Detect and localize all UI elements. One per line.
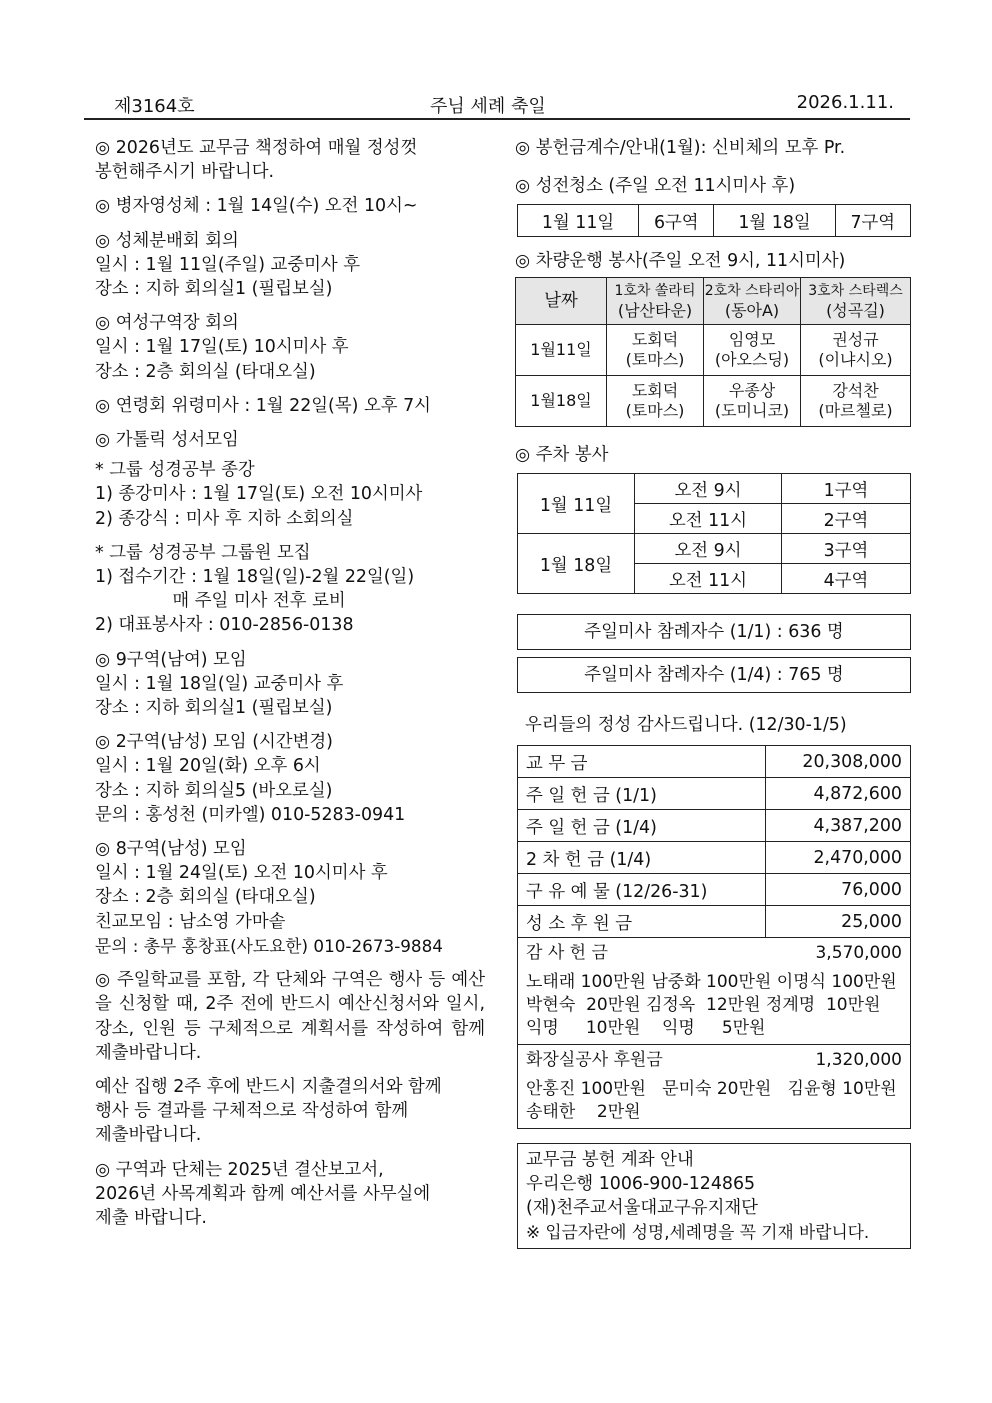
column-header: 2호차 스타리아 (동아A) xyxy=(704,278,801,325)
issue-number: 제3164호 xyxy=(114,96,195,117)
offering-amount: 20,308,000 xyxy=(765,746,910,778)
offering-label: 화장실공사 후원금 xyxy=(526,1050,663,1070)
offering-label: 성 소 후 원 금 xyxy=(518,906,766,938)
table-header-row xyxy=(516,278,911,325)
donor-line: 노태래 100만원 남중화 100만원 이명식 100만원 xyxy=(526,972,897,992)
offerings-title: 우리들의 정성 감사드립니다. (12/30-1/5) xyxy=(525,715,847,735)
schedule-column xyxy=(515,136,911,1249)
offering-label: 주 일 헌 금 (1/4) xyxy=(518,810,766,842)
bulletin-header xyxy=(84,88,910,120)
table-cell: 우종상 (도미니코) xyxy=(704,376,801,427)
notice-block: ◎ 구역과 단체는 2025년 결산보고서, 2026년 사목계획과 함께 예산서를 사무실에 제출 바랍니다. xyxy=(95,1159,431,1228)
table-cell: 도회덕 (토마스) xyxy=(607,376,704,427)
notice-block: ◎ 8구역(남성) 모임 일시 : 1월 24일(토) 오전 10시미사 후 장소 : 2층 회의실 (타대오실) 친교모임 : 남소영 가마솥 문의 : 총무 홍창표(사도요한) 010-2673-9884 xyxy=(95,839,443,956)
table-row xyxy=(518,474,911,504)
attendance-box: 주일미사 참례자수 (1/1) : 636 명 xyxy=(517,614,911,650)
table-cell: 강석찬 (마르첼로) xyxy=(801,376,911,427)
table-cell: 1월 18일 xyxy=(518,534,635,594)
car-service-table xyxy=(515,277,911,427)
toilet-donation-cell xyxy=(518,1045,911,1129)
offerings-table xyxy=(517,745,911,1129)
table-cell: 3구역 xyxy=(782,534,911,564)
notice-block: ◎ 병자영성체 : 1월 14일(수) 오전 10시~ xyxy=(95,196,418,217)
table-cell: 2구역 xyxy=(782,504,911,534)
table-row xyxy=(518,842,911,874)
donor-line: 송태한 2만원 xyxy=(526,1102,641,1122)
notice-block: ◎ 연령회 위령미사 : 1월 22일(목) 오후 7시 xyxy=(95,395,431,416)
offering-label: 주 일 헌 금 (1/1) xyxy=(518,778,766,810)
announcements-column xyxy=(95,136,485,1240)
account-note: ※ 입금자란에 성명,세례명을 꼭 기재 바랍니다. xyxy=(526,1222,870,1242)
table-row xyxy=(518,874,911,906)
account-title: 교무금 봉헌 계좌 안내 xyxy=(526,1150,694,1170)
table-cell: 1월 18일 xyxy=(714,205,835,237)
table-row xyxy=(518,534,911,564)
offering-amount: 4,872,600 xyxy=(765,778,910,810)
notice-block: * 그룹 성경공부 그룹원 모집 1) 접수기간 : 1월 18일(일)-2월 22일(일) 매 주일 미사 전후 로비 2) 대표봉사자 : 010-2856-0138 xyxy=(95,542,415,636)
bulletin-date: 2026.1.11. xyxy=(796,92,894,113)
table-cell: 오전 9시 xyxy=(635,534,782,564)
donor-line: 박현숙 20만원 김정옥 12만원 정계명 10만원 xyxy=(526,995,881,1015)
notice-block: ◎ 2026년도 교무금 책정하여 매월 정성껏 봉헌해주시기 바랍니다. xyxy=(95,138,418,183)
column-header: 1호차 쏠라티 (남산타운) xyxy=(607,278,704,325)
offering-count-title: ◎ 봉헌금계수/안내(1월): 신비체의 모후 Pr. xyxy=(515,138,846,158)
attendance-box: 주일미사 참례자수 (1/4) : 765 명 xyxy=(517,657,911,693)
offering-label: 구 유 예 물 (12/26-31) xyxy=(518,874,766,906)
offering-amount: 3,570,000 xyxy=(815,943,902,963)
cleaning-table xyxy=(517,204,911,237)
table-row xyxy=(516,376,911,427)
table-row xyxy=(518,938,911,1045)
table-cell: 1구역 xyxy=(782,474,911,504)
parking-table xyxy=(517,473,911,594)
account-number: 우리은행 1006-900-124865 xyxy=(526,1174,756,1194)
offering-label: 교 무 금 xyxy=(518,746,766,778)
column-header: 날짜 xyxy=(516,278,607,325)
notice-block: ◎ 가톨릭 성서모임 xyxy=(95,430,239,451)
table-cell: 도회덕 (토마스) xyxy=(607,325,704,376)
table-cell: 6구역 xyxy=(639,205,714,237)
notice-block: 예산 집행 2주 후에 반드시 지출결의서와 함께 행사 등 결과를 구체적으로 작성하여 함께 제출바랍니다. xyxy=(95,1076,442,1146)
table-cell: 7구역 xyxy=(835,205,910,237)
table-cell: 오전 9시 xyxy=(635,474,782,504)
account-holder: (재)천주교서울대교구유지재단 xyxy=(526,1198,758,1218)
table-cell: 권성규 (이냐시오) xyxy=(801,325,911,376)
offering-amount: 4,387,200 xyxy=(765,810,910,842)
table-cell: 1월 11일 xyxy=(518,474,635,534)
table-row xyxy=(518,810,911,842)
table-row xyxy=(518,778,911,810)
table-cell: 1월18일 xyxy=(516,376,607,427)
cleaning-title: ◎ 성전청소 (주일 오전 11시미사 후) xyxy=(515,176,796,196)
notice-block: ◎ 2구역(남성) 모임 (시간변경) 일시 : 1월 20일(화) 오후 6시 장소 : 지하 회의실5 (바오로실) 문의 : 홍성천 (미카엘) 010-5283-0941 xyxy=(95,732,406,825)
table-cell: 오전 11시 xyxy=(635,504,782,534)
parking-title: ◎ 주차 봉사 xyxy=(515,445,609,465)
table-row xyxy=(518,906,911,938)
column-header: 3호차 스타렉스 (성곡길) xyxy=(801,278,911,325)
offering-amount: 76,000 xyxy=(765,874,910,906)
notice-block: ◎ 9구역(남여) 모임 일시 : 1월 18일(일) 교중미사 후 장소 : 지하 회의실1 (필립보실) xyxy=(95,649,344,719)
table-cell: 1월11일 xyxy=(516,325,607,376)
table-cell: 1월 11일 xyxy=(518,205,639,237)
offering-amount: 2,470,000 xyxy=(765,842,910,874)
car-service-title: ◎ 차량운행 봉사(주일 오전 9시, 11시미사) xyxy=(515,251,846,271)
account-info-box xyxy=(517,1143,911,1249)
table-row xyxy=(516,325,911,376)
table-row xyxy=(518,205,911,237)
offering-amount: 1,320,000 xyxy=(815,1050,902,1070)
notice-block: ◎ 성체분배회 회의 일시 : 1월 11일(주일) 교중미사 후 장소 : 지하 회의실1 (필립보실) xyxy=(95,230,361,300)
table-cell: 임영모 (아오스딩) xyxy=(704,325,801,376)
thanks-offering-cell xyxy=(518,938,911,1045)
offering-label: 감 사 헌 금 xyxy=(526,943,608,963)
table-row xyxy=(518,746,911,778)
table-row xyxy=(518,1045,911,1129)
table-cell: 4구역 xyxy=(782,564,911,594)
donor-line: 익명 10만원 익명 5만원 xyxy=(526,1018,766,1038)
notice-block: ◎ 주일학교를 포함, 각 단체와 구역은 행사 등 예산을 신청할 때, 2주 전에 반드시 예산신청서와 일시, 장소, 인원 등 구체적으로 계획서를 작성하여 함께 제출바랍니다. xyxy=(95,970,485,1063)
feast-title: 주님 세례 축일 xyxy=(430,96,546,117)
donor-line: 안홍진 100만원 문미숙 20만원 김윤형 10만원 xyxy=(526,1079,897,1099)
offering-amount: 25,000 xyxy=(765,906,910,938)
table-cell: 오전 11시 xyxy=(635,564,782,594)
notice-block: ◎ 여성구역장 회의 일시 : 1월 17일(토) 10시미사 후 장소 : 2층 회의실 (타대오실) xyxy=(95,313,349,382)
offering-label: 2 차 헌 금 (1/4) xyxy=(518,842,766,874)
notice-block: * 그룹 성경공부 종강 1) 종강미사 : 1월 17일(토) 오전 10시미사 2) 종강식 : 미사 후 지하 소회의실 xyxy=(95,460,423,529)
